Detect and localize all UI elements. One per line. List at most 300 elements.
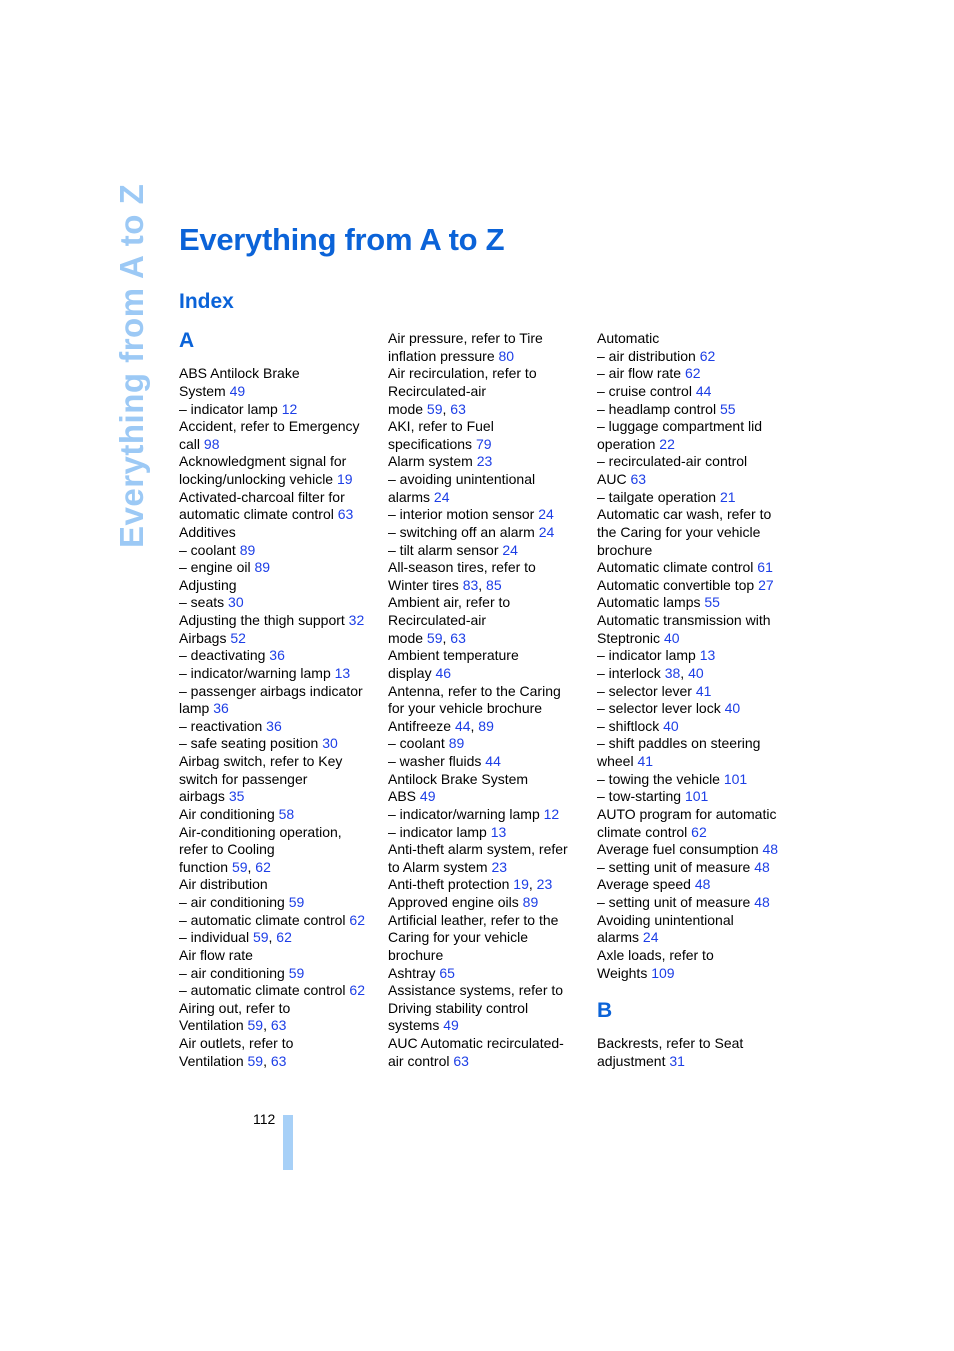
index-entry-text: inflation pressure [388,347,499,364]
index-entry [388,612,588,630]
index-entry-text: Ventilation [179,1017,248,1034]
index-entry-text: Air distribution [179,876,268,893]
index-entry-text: – interlock [597,664,665,681]
page-reference-link[interactable]: 24 [538,506,554,523]
page-reference-link[interactable]: 63 [630,471,647,487]
index-entry-text: – automatic climate control [179,982,350,999]
index-entry: Winter tires 83, 85 [388,576,502,593]
index-entry [388,665,588,683]
index-entry [179,542,379,560]
page-reference-link[interactable]: 89 [448,735,465,752]
page-reference-link[interactable]: 59 [247,1052,264,1069]
index-entry-text: Approved engine oils [388,894,523,910]
index-entry-text: All-season tires, refer to [388,559,536,576]
page-reference-link[interactable]: 12 [543,805,560,822]
index-entry [179,524,379,542]
index-entry-text: Automatic [597,330,660,346]
index-entry-text: Antenna, refer to the Caring [388,682,561,699]
index-entry-text: AUC Automatic recirculated- [388,1035,564,1051]
index-entry [179,771,379,789]
index-entry-text: – indicator lamp [597,647,700,664]
index-entry-text: – individual [179,929,253,946]
index-entry-text: Air pressure, refer to Tire [388,330,543,346]
page-reference-link[interactable]: 19 [513,876,529,893]
index-entry-text: Air-conditioning operation, [179,823,342,840]
page-reference-link[interactable]: 48 [754,894,770,910]
index-entry: Anti-theft protection 19, 23 [388,876,553,893]
page-reference-link[interactable]: 63 [450,400,466,417]
index-entry [597,735,797,753]
index-entry [388,647,588,665]
index-entry [597,365,797,383]
page-reference-link[interactable]: 24 [433,488,450,505]
index-entry [597,418,797,436]
index-entry [388,683,588,701]
page-reference-link[interactable]: 55 [704,594,720,611]
index-entry-text: Caring for your vehicle [388,929,529,946]
index-entry-text: Axle loads, refer to [597,946,714,963]
index-entry [388,929,588,947]
page-title: Everything from A to Z [179,222,505,257]
index-entry [179,982,379,1000]
index-entry-text: Airbags [179,629,231,646]
index-entry-text: – indicator lamp [388,823,491,840]
index-entry-text: – reactivation [179,717,267,734]
index-entry [597,594,797,612]
index-entry [179,1000,379,1018]
index-entry-text: Acknowledgment signal for [179,453,347,470]
page-reference-link[interactable]: 59 [288,894,305,910]
index-entry-text: – indicator/warning lamp [179,664,335,681]
index-entry [388,700,588,718]
page-reference-link[interactable]: 61 [757,559,773,576]
index-entry [388,1053,588,1071]
page-reference-link[interactable]: 12 [281,400,298,417]
index-entry [597,453,797,471]
index-entry-text: – shift paddles on steering [597,735,761,752]
index-entry: – interlock 38, 40 [597,664,704,681]
index-entry-text: Ambient temperature [388,647,519,664]
index-entry-text: Alarm system [388,453,477,470]
index-entry [179,700,379,718]
page-reference-link[interactable]: 44 [695,382,712,399]
index-entry-text: Air recirculation, refer to [388,365,537,382]
page-reference-link[interactable]: 23 [476,453,493,470]
page-reference-link[interactable]: 49 [419,788,436,805]
page-reference-link[interactable]: 35 [228,788,245,805]
index-entry [597,542,797,560]
page-reference-link[interactable]: 32 [348,612,365,628]
index-entry-text: climate control [597,823,692,840]
index-entry [388,559,588,577]
page-reference-link[interactable]: 48 [694,876,711,893]
index-column-3 [597,330,797,1070]
index-entry [179,365,379,383]
index-entry-text: specifications [388,435,476,452]
index-entry-text: Automatic transmission with [597,612,771,628]
index-entry [179,1035,379,1053]
page-reference-link[interactable]: 40 [688,664,704,681]
index-entry [597,630,797,648]
page-reference-link[interactable]: 49 [443,1017,459,1034]
index-entry: Ventilation 59, 63 [179,1017,287,1034]
page-reference-link[interactable]: 21 [719,488,736,505]
index-entry [597,647,797,665]
index-entry [388,947,588,965]
index-entry-text: Antilock Brake System [388,770,529,787]
index-letter-heading: B [597,998,613,1022]
page-reference-link[interactable]: 22 [659,435,675,452]
index-entry-text: automatic climate control [179,506,338,523]
index-entry [597,612,797,630]
index-entry [388,965,588,983]
page-reference-link[interactable]: 63 [453,1052,469,1069]
index-entry [388,506,588,524]
index-entry [597,806,797,824]
index-entry: mode 59, 63 [388,629,466,646]
page-reference-link[interactable]: 44 [454,717,471,734]
index-entry [597,965,797,983]
page-reference-link[interactable]: 40 [663,629,680,646]
page-reference-link[interactable]: 85 [486,576,502,593]
index-entry-text: display [388,664,436,681]
page-reference-link[interactable]: 83 [462,576,479,593]
index-entry [179,436,379,454]
index-entry-text: for your vehicle brochure [388,700,543,717]
index-entry-text: Assistance systems, refer to [388,982,564,999]
index-entry [179,630,379,648]
index-heading: Index [179,290,234,313]
index-entry-text: Air outlets, refer to [179,1035,294,1051]
index-entry [388,489,588,507]
page-reference-link[interactable]: 19 [336,471,353,487]
page-reference-link[interactable]: 80 [498,347,515,364]
index-entry-text: Air flow rate [179,946,253,963]
index-entry-text: Recirculated-air [388,382,487,399]
index-entry-text: Automatic lamps [597,594,705,611]
index-entry-text: Artificial leather, refer to the [388,911,559,928]
index-entry-text: Average fuel consumption [597,841,763,858]
index-entry-text: mode [388,400,427,417]
page-reference-link[interactable]: 23 [491,858,508,875]
index-entry-text: – indicator/warning lamp [388,805,544,822]
index-entry-text: air control [388,1052,454,1069]
page-reference-link[interactable]: 31 [669,1052,685,1069]
index-entry-text: Steptronic [597,629,664,646]
page-reference-link[interactable]: 41 [695,682,712,699]
page-reference-link[interactable]: 62 [255,858,271,875]
index-entry-text: locking/unlocking vehicle [179,471,337,487]
index-entry [597,876,797,894]
index-entry [388,788,588,806]
index-entry [179,418,379,436]
index-entry [388,982,588,1000]
index-entry [597,330,797,348]
index-entry [597,1035,797,1053]
index-entry [388,806,588,824]
index-entry-text: Antifreeze [388,717,455,734]
index-entry [179,965,379,983]
index-entry [388,383,588,401]
index-entry-text: the Caring for your vehicle [597,523,761,540]
index-entry-text: – passenger airbags indicator [179,682,363,699]
index-entry-text: Accident, refer to Emergency [179,418,360,435]
page-reference-link[interactable]: 58 [278,805,295,822]
index-entry [597,912,797,930]
index-entry [179,753,379,771]
page-reference-link[interactable]: 49 [229,382,246,399]
index-entry-text: systems [388,1017,444,1034]
page-reference-link[interactable]: 59 [231,858,248,875]
page-reference-link[interactable]: 89 [254,559,271,576]
page-reference-link[interactable]: 89 [478,717,494,734]
index-entry-text: – headlamp control [597,400,720,417]
page-number: 112 [253,1111,276,1127]
index-entry-text: – coolant [388,735,449,752]
index-letter-heading: A [179,329,195,352]
index-entry [388,418,588,436]
index-entry-text: Automatic climate control [597,559,758,576]
index-entry-text: – setting unit of measure [597,858,755,875]
page-reference-link[interactable]: 30 [228,594,244,611]
index-entry [597,824,797,842]
index-entry [179,577,379,595]
index-column-2 [388,330,588,1070]
page-reference-link[interactable]: 62 [349,911,365,928]
index-entry-text: Weights [597,964,652,981]
index-entry-text: – coolant [179,541,240,558]
index-entry [388,841,588,859]
index-entry [597,771,797,789]
index-entry [179,806,379,824]
page-reference-link[interactable]: 52 [230,629,246,646]
index-entry [388,594,588,612]
index-entry [597,383,797,401]
index-entry-text: Adjusting [179,576,237,593]
page-reference-link[interactable]: 13 [699,647,716,664]
index-entry-text: Air conditioning [179,805,279,822]
index-entry [597,524,797,542]
page-reference-link[interactable]: 109 [651,964,675,981]
page-marker-bar [283,1115,293,1170]
index-entry: Antifreeze 44, 89 [388,717,494,734]
page-reference-link[interactable]: 101 [684,788,709,805]
page-reference-link[interactable]: 13 [490,823,507,840]
index-entry [388,1000,588,1018]
index-entry-text: Average speed [597,876,695,893]
page-reference-link[interactable]: 30 [322,735,338,752]
page-reference-link[interactable]: 27 [758,576,774,593]
index-entry-text: switch for passenger [179,770,308,787]
index-entry-text: – recirculated-air control [597,453,748,470]
index-entry-text: Ashtray [388,964,440,981]
index-entry [179,876,379,894]
page-reference-link[interactable]: 63 [270,1017,287,1034]
index-entry [597,753,797,771]
index-entry-text: Airbag switch, refer to Key [179,753,343,769]
index-entry-text: mode [388,629,427,646]
index-entry [179,401,379,419]
index-entry [597,929,797,947]
index-entry [179,947,379,965]
index-entry [388,471,588,489]
spacer [597,982,797,1000]
index-entry [179,912,379,930]
page-reference-link[interactable]: 36 [269,647,285,664]
index-entry [179,788,379,806]
index-entry-text: AKI, refer to Fuel [388,418,494,435]
index-entry [179,612,379,630]
index-entry [597,506,797,524]
index-entry-text: Automatic car wash, refer to [597,506,772,523]
index-entry [388,348,588,366]
index-entry [597,436,797,454]
index-entry-text: wheel [597,753,638,769]
index-entry [388,824,588,842]
index-entry-text: Avoiding unintentional [597,911,734,928]
index-entry [179,894,379,912]
index-entry-text: System [179,382,230,399]
index-entry-text: – setting unit of measure [597,894,755,910]
index-entry-text: Ventilation [179,1052,248,1069]
page-reference-link[interactable]: 24 [538,523,555,540]
page-reference-link[interactable]: 40 [724,700,741,717]
index-entry [179,453,379,471]
index-entry-text: adjustment [597,1052,670,1069]
index-entry [388,1035,588,1053]
page-reference-link[interactable]: 59 [247,1017,264,1034]
index-entry-text: – air flow rate [597,365,685,382]
index-entry-text: – cruise control [597,382,696,399]
index-entry [597,348,797,366]
index-entry [179,383,379,401]
index-entry-text: call [179,435,204,452]
page-reference-link[interactable]: 40 [663,717,679,734]
index-entry [388,894,588,912]
index-entry-text: Additives [179,523,236,540]
index-entry [388,753,588,771]
page-reference-link[interactable]: 59 [288,964,305,981]
page-reference-link[interactable]: 23 [536,876,553,893]
index-entry-text: alarms [597,929,643,946]
index-entry-text: – interior motion sensor [388,506,539,523]
index-entry-text: – tailgate operation [597,488,720,505]
index-entry-text: brochure [597,541,653,558]
index-entry-text: Automatic convertible top [597,576,759,593]
page-reference-link[interactable]: 59 [252,929,269,946]
page-reference-link[interactable]: 48 [762,841,779,858]
index-entry [388,524,588,542]
page-reference-link[interactable]: 98 [203,435,220,452]
index-entry [388,1017,588,1035]
index-entry-text: airbags [179,788,229,805]
page-reference-link[interactable]: 89 [522,894,539,910]
index-entry [388,859,588,877]
index-entry-text: function [179,858,232,875]
page-reference-link[interactable]: 55 [719,400,736,417]
page-reference-link[interactable]: 41 [637,753,654,769]
index-entry [597,894,797,912]
index-column-1 [179,330,379,1070]
page-reference-link[interactable]: 46 [435,664,452,681]
page-reference-link[interactable]: 24 [642,929,659,946]
page-reference-link[interactable]: 44 [485,753,501,769]
index-entry-text: to Alarm system [388,858,492,875]
index-entry [179,683,379,701]
index-entry-text: AUC [597,471,631,487]
index-entry [179,594,379,612]
index-entry [388,453,588,471]
index-entry-text: brochure [388,946,444,963]
index-entry-text: – seats [179,594,229,611]
index-entry [597,700,797,718]
page-reference-link[interactable]: 63 [270,1052,287,1069]
page-reference-link[interactable]: 62 [699,347,716,364]
page-reference-link[interactable]: 65 [439,964,455,981]
page-reference-link[interactable]: 63 [337,506,354,523]
index-entry [597,471,797,489]
index-entry [388,330,588,348]
index-entry [179,647,379,665]
index-entry [388,912,588,930]
page-reference-link[interactable]: 89 [239,541,256,558]
page-reference-link[interactable]: 101 [723,770,748,787]
index-entry-text: – deactivating [179,647,270,664]
index-entry-text: – selector lever lock [597,700,725,717]
index-entry [597,683,797,701]
index-entry-text: – air distribution [597,347,700,364]
page-reference-link[interactable]: 36 [213,700,229,717]
index-entry [597,559,797,577]
page-reference-link[interactable]: 13 [334,664,351,681]
index-entry: – individual 59, 62 [179,929,292,946]
index-entry [388,771,588,789]
page-reference-link[interactable]: 24 [502,541,518,558]
index-entry-text: Ambient air, refer to [388,594,511,611]
index-entry-text: ABS Antilock Brake [179,365,300,382]
page-reference-link[interactable]: 38 [664,664,681,681]
index-entry [597,489,797,507]
index-entry [597,947,797,965]
index-entry [597,577,797,595]
index-entry [179,735,379,753]
index-entry-text: Anti-theft alarm system, refer [388,841,568,858]
page-reference-link[interactable]: 79 [475,435,492,452]
page-reference-link[interactable]: 48 [754,858,770,875]
index-entry-text: – safe seating position [179,735,323,752]
index-entry [179,841,379,859]
index-entry [388,735,588,753]
page-reference-link[interactable]: 59 [426,400,443,417]
page-reference-link[interactable]: 62 [691,823,707,840]
index-entry-text: – shiftlock [597,717,664,734]
index-entry [597,788,797,806]
index-entry [179,665,379,683]
index-entry-text: Backrests, refer to Seat [597,1035,744,1051]
page-reference-link[interactable]: 62 [684,365,701,382]
index-entry-text: operation [597,435,660,452]
index-entry [388,365,588,383]
index-entry-text: – automatic climate control [179,911,350,928]
page-reference-link[interactable]: 59 [426,629,443,646]
index-entry-text: Driving stability control [388,999,529,1016]
page-reference-link[interactable]: 36 [266,717,282,734]
index-entry: Ventilation 59, 63 [179,1052,287,1069]
index-entry [597,1053,797,1071]
page-reference-link[interactable]: 63 [450,629,466,646]
page-reference-link[interactable]: 62 [349,982,365,999]
page-reference-link[interactable]: 62 [276,929,292,946]
